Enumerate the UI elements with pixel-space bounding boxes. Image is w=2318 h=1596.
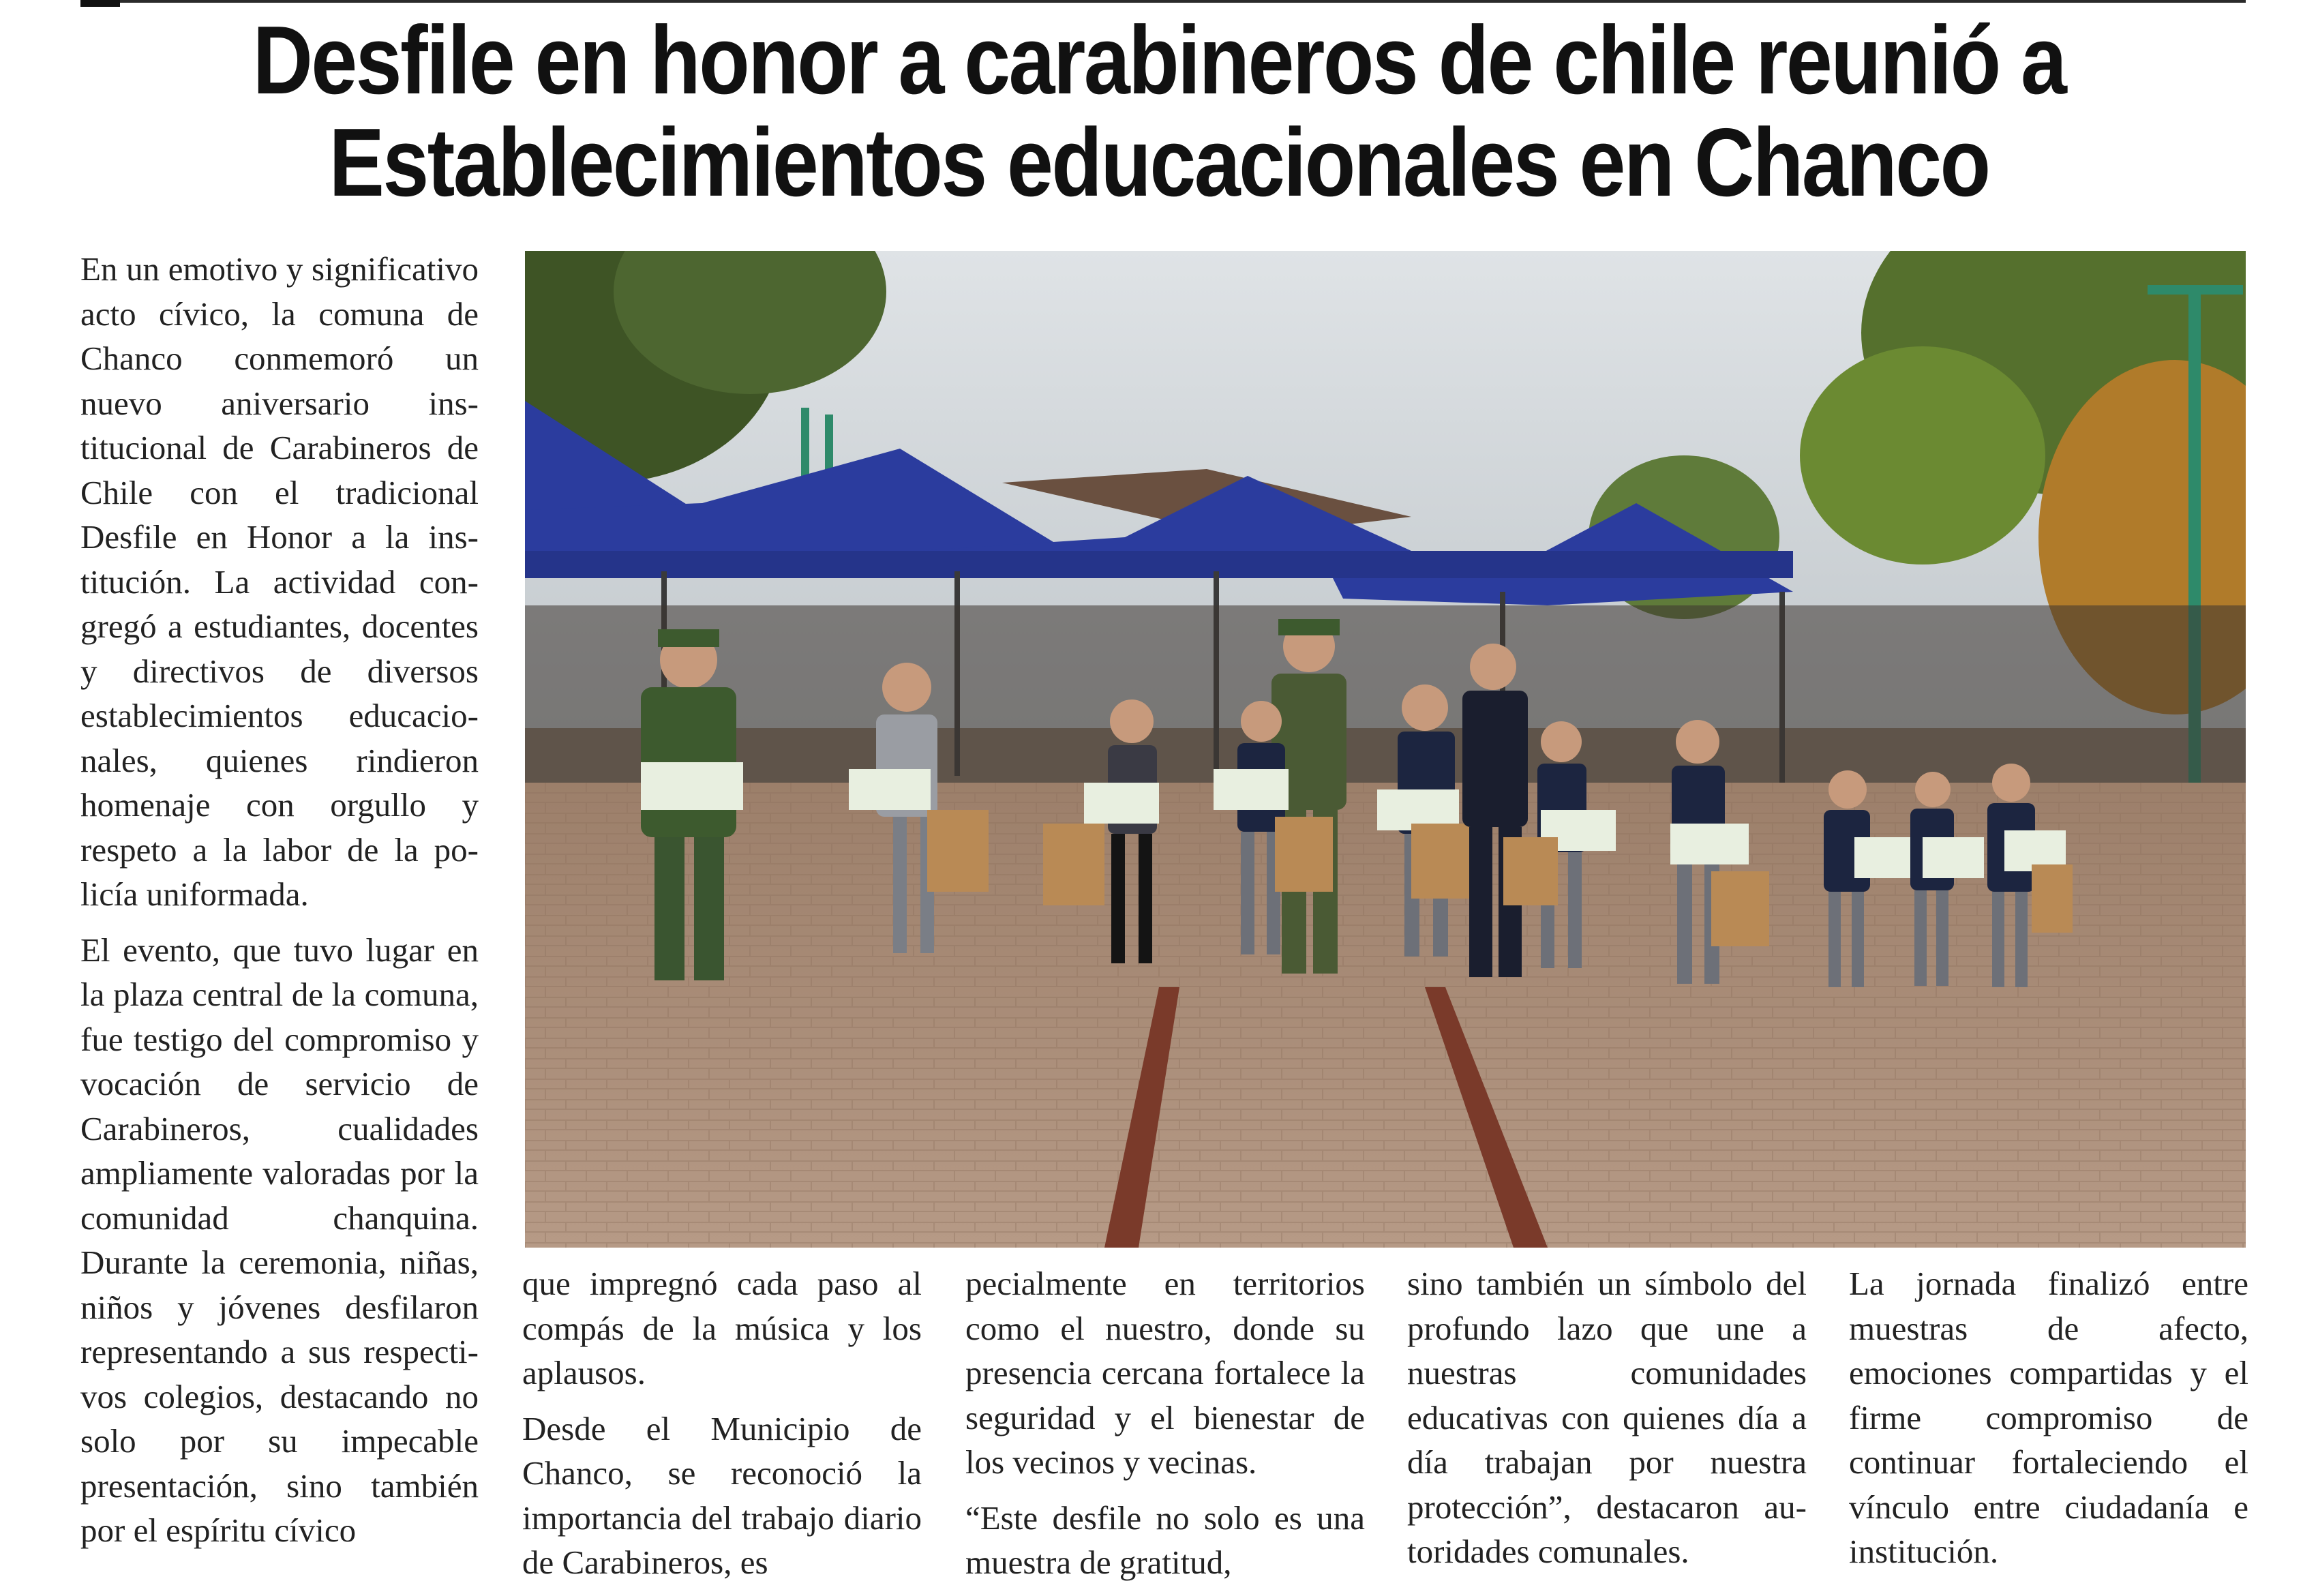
article-headline: [162, 6, 2156, 217]
paragraph: En un emotivo y significativo acto cívico, la comuna de Chanco conmemoró un nuevo aniversario institucional de Carabineros de Chile con el tradicional Desfile en Honor a la institución. La actividad congregó a estudiantes, docentes y directivos de diversos establecimientos educacionales, quienes rindieron homenaje con orgullo y respeto a la labor de la policía uniformada.: [80, 250, 479, 913]
article-column-5: [1849, 1261, 2248, 1585]
article-photo: [525, 251, 2246, 1248]
top-rule-tab: [80, 0, 120, 7]
paragraph: Desde el Municipio de Chanco, se reconoció la importancia del trabajo diario de Carabineros, es: [522, 1409, 922, 1581]
paragraph: que impregnó cada paso al compás de la música y los aplausos.: [522, 1265, 922, 1391]
paragraph: “Este desfile no solo es una muestra de gratitud,: [965, 1499, 1365, 1581]
paragraph: La jornada finalizó entre muestras de afecto, emociones compartidas y el firme compromiso de continuar fortaleciendo el vínculo entre ciudadanía e institución.: [1849, 1265, 2248, 1570]
article-column-4: [1407, 1261, 1807, 1585]
ceremony-photo-illustration: [525, 251, 2246, 1248]
paragraph: El evento, que tuvo lugar en la plaza central de la comuna, fue testigo del compromiso y vocación de servicio de Carabineros, cualidades ampliamente valoradas por la comunidad chanquina. Durante la ceremonia, niñas, niños y jóvenes desfilaron representando a sus respectivos colegios, destacando no solo por su impecable presentación, sino también por el espíritu cívico: [80, 931, 479, 1549]
article-column-3: [965, 1261, 1365, 1596]
headline-line-2: Establecimientos educacionales en Chanco: [329, 108, 1989, 217]
headline-line-1: Desfile en honor a carabineros de chile reunió a: [252, 6, 2066, 115]
article-column-1: [80, 247, 479, 1564]
crowd-band: [525, 605, 2246, 783]
article-column-2: [522, 1261, 922, 1596]
paragraph: pecialmente en territorios como el nuestro, donde su presencia cercana fortalece la seguridad y el bienestar de los vecinos y vecinas.: [965, 1265, 1365, 1481]
paragraph: sino también un símbolo del profundo lazo que une a nuestras comunidades educativas con quienes día a día trabajan por nuestra protección”, destacaron autoridades comunales.: [1407, 1265, 1807, 1570]
top-rule: [80, 0, 2246, 3]
